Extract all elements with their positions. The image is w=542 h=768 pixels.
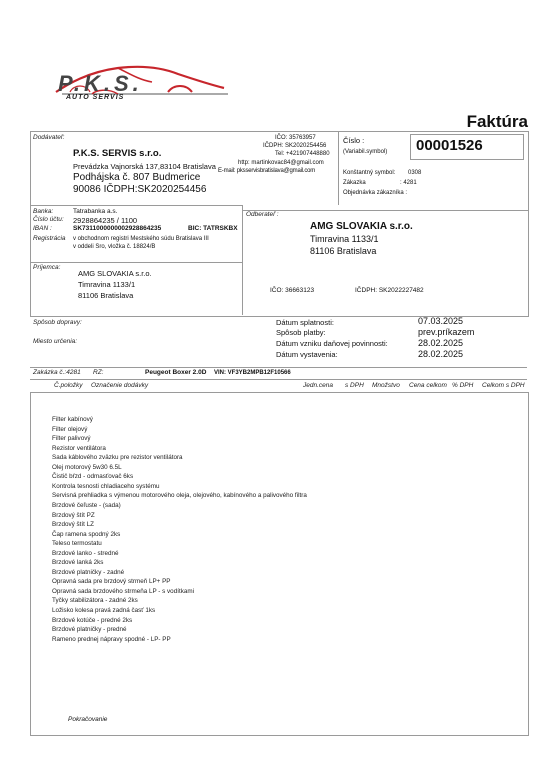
customer-icdph: IČDPH: SK2022227482 — [355, 287, 424, 294]
col-description: Označenie dodávky — [91, 382, 149, 389]
list-item: Olej motorový 5w30 6.5L — [52, 463, 122, 471]
iban-value: SK7311000000002928864235 — [73, 225, 162, 232]
account-value: 2928864235 / 1100 — [73, 216, 138, 225]
col-quantity: Množstvo — [372, 382, 400, 389]
col-total-with-vat: Celkom s DPH — [482, 382, 525, 389]
supplier-tel: Tel: +421907448880 — [275, 151, 330, 157]
tax-date-label: Dátum vzniku daňovej povinnosti: — [276, 339, 388, 348]
order-value: : 4281 — [400, 180, 417, 186]
iban-label: IBAN : — [33, 225, 52, 232]
shipping-method-label: Spôsob dopravy: — [33, 319, 82, 326]
constant-symbol-value: 0308 — [408, 170, 422, 176]
issue-date-label: Dátum vystavenia: — [276, 350, 338, 359]
due-date-value: 07.03.2025 — [418, 316, 464, 326]
supplier-address1: Prevádzka Vajnorská 137,83104 Bratislava — [73, 162, 216, 171]
invoice-number: 00001526 — [416, 137, 483, 154]
items-frame — [30, 392, 529, 736]
list-item: Teleso termostatu — [52, 540, 102, 548]
supplier-ico: IČO: 35763957 — [275, 135, 316, 141]
bank-value: Tatrabanka a.s. — [73, 208, 118, 215]
registration-label: Registrácia — [33, 235, 66, 242]
issue-date-value: 28.02.2025 — [418, 349, 464, 359]
company-logo — [48, 58, 238, 106]
supplier-icdph: IČDPH: SK2020254456 — [263, 143, 327, 149]
list-item: Servisná prehliadka s výmenou motorového oleja, olejového, kabínového a palivového filtra — [52, 492, 307, 500]
logo-tagline: AUTO SERVIS — [66, 94, 125, 101]
list-item: Brzdové lanká 2ks — [52, 559, 104, 567]
recipient-label: Príjemca: — [33, 264, 61, 271]
list-item: Brzdové platničky - zadné — [52, 568, 125, 576]
destination-label: Miesto určenia: — [33, 338, 78, 345]
customer-label: Odberateľ : — [246, 211, 279, 218]
constant-symbol-label: Konštantný symbol: — [343, 170, 396, 176]
variable-symbol-label: (Variabil.symbol) — [343, 149, 388, 155]
list-item: Brzdový štít LZ — [52, 521, 94, 529]
col-vat-flag: s DPH — [345, 382, 364, 389]
order-label: Zákazka — [343, 180, 366, 186]
due-date-label: Dátum splatnosti: — [276, 318, 334, 327]
recipient-name: AMG SLOVAKIA s.r.o. — [78, 269, 152, 278]
vehicle-vin: VIN: VF3YB2MPB12F10566 — [214, 370, 291, 376]
list-item: Kontrola tesnosti chladiaceho systému — [52, 482, 160, 490]
list-item: Filter olejový — [52, 425, 88, 433]
supplier-label: Dodávateľ: — [33, 134, 65, 141]
list-item: Brzdové čeľuste - (sada) — [52, 501, 121, 509]
list-item: Rameno prednej nápravy spodné - LP- PP — [52, 635, 171, 643]
payment-method-label: Spôsob platby: — [276, 328, 326, 337]
col-item-number: Č.položky — [54, 382, 83, 389]
list-item: Brzdové platničky - predné — [52, 626, 127, 634]
customer-city: 81106 Bratislava — [310, 246, 377, 256]
logo-text: P.K.S. — [58, 71, 143, 96]
list-item: Sada káblového zväzku pre rezistor ventilátora — [52, 454, 183, 462]
supplier-address3: 90086 IČDPH:SK2020254456 — [73, 184, 207, 195]
order-number: Zakázka č.:4281 — [33, 369, 81, 376]
list-item: Brzdové kotúče - predné 2ks — [52, 616, 133, 624]
list-item: Filter palivový — [52, 435, 91, 443]
list-item: Filter kabínový — [52, 416, 93, 423]
supplier-address2: Podhájska č. 807 Budmerice — [73, 172, 201, 183]
registration-value1: v obchodnom registri Mestského súdu Bratislava III — [73, 236, 209, 242]
recipient-city: 81106 Bratislava — [78, 291, 134, 300]
tax-date-value: 28.02.2025 — [418, 338, 464, 348]
bic-value: BIC: TATRSKBX — [188, 225, 238, 232]
recipient-street: Timravina 1133/1 — [78, 280, 136, 289]
list-item: Ložisko kolesa pravá zadná časť 1ks — [52, 607, 156, 614]
registration-value2: v oddeli Sro, vložka č. 18824/B — [73, 244, 156, 250]
rz-label: RZ: — [93, 369, 104, 376]
list-item: Brzdový štít PZ — [52, 511, 95, 519]
list-item: Brzdové lanko - stredné — [52, 549, 119, 557]
vehicle-model: Peugeot Boxer 2.0D — [145, 369, 207, 376]
customer-ico: IČO: 36663123 — [270, 287, 315, 294]
list-item: Opravná sada pre brzdový strmeň LP+ PP — [52, 578, 171, 586]
customer-street: Timravina 1133/1 — [310, 234, 379, 244]
continuation-text: Pokračovanie — [68, 716, 108, 723]
customer-name: AMG SLOVAKIA s.r.o. — [310, 221, 413, 232]
col-total: Cena celkom — [409, 382, 447, 389]
supplier-http: http: martinkovac84@gmail.com — [238, 160, 324, 166]
invoice-number-label: Číslo : — [343, 136, 365, 145]
document-title: Faktúra — [466, 112, 528, 131]
customer-order-label: Objednávka zákazníka : — [343, 190, 408, 196]
list-item: Čistič bŕzd - odmasťovač 6ks — [52, 473, 134, 481]
bank-label: Banka: — [33, 208, 54, 215]
list-item: Tyčky stabilizátora - zadné 2ks — [52, 597, 138, 605]
list-item: Opravná sada brzdového strmeňa LP - s vodítkami — [52, 587, 194, 595]
supplier-email: E-mail: pksservisbratislava@gmail.com — [218, 168, 316, 174]
list-item: Čap ramena spodný 2ks — [52, 530, 121, 538]
col-vat-percent: % DPH — [452, 382, 474, 389]
supplier-name: P.K.S. SERVIS s.r.o. — [73, 148, 162, 159]
list-item: Rezistor ventilátora — [52, 444, 106, 452]
payment-method-value: prev.príkazem — [418, 327, 475, 337]
account-label: Číslo účtu: — [33, 216, 64, 223]
col-unit-price: Jedn.cena — [303, 382, 333, 389]
